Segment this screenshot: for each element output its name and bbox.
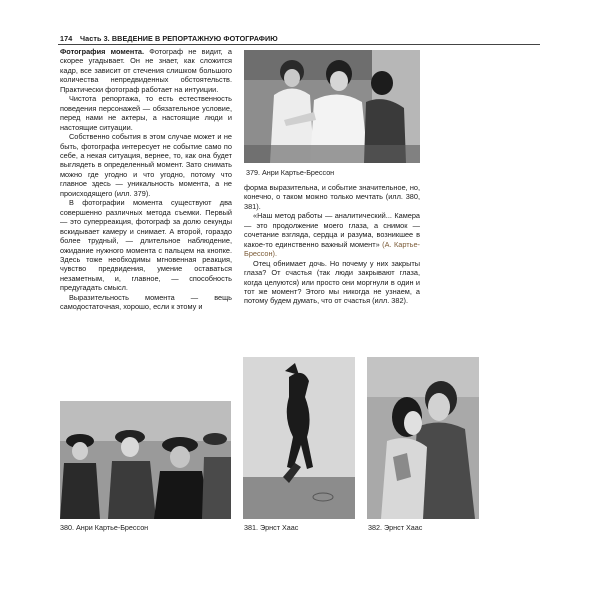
paragraph-event: Собственно события в этом случае может и не быть, фотографа интересует не событие само по себе, а некая ситуация, вернее, то, как она будет выглядеть в определенный момент. Зато снимать можно где угодно и что угодно, потому что главное здесь — уникальность момента, а не происходящего (илл. 379). xyxy=(60,132,232,198)
caption-382: 382. Эрнст Хаас xyxy=(368,523,423,532)
paragraph-moment: Фотография момента. Фотограф не видит, а скорее угадывает. Он не знает, как сложится кадр, все зависит от стечения слишком большого количества непредвиденных обстоятельств. Практически фотограф работает на интуиции. xyxy=(60,47,232,94)
paragraph-purity: Чистота репортажа, то есть естественность поведения персонажей — обязательное условие, перед нами не актеры, а настоящие люди и настоящие ситуации. xyxy=(60,94,232,132)
paragraph-expressiveness: Выразительность момента — вещь самодостаточная, хорошо, если к этому и xyxy=(60,292,232,312)
quote-attribution: (А. Картье-Брессон). xyxy=(244,239,420,259)
photo-381 xyxy=(243,357,355,519)
caption-380: 380. Анри Картье-Брессон xyxy=(60,523,149,532)
caption-379: 379. Анри Картье-Брессон xyxy=(246,168,335,177)
paragraph-lead: Фотография момента. xyxy=(60,47,145,56)
photo-380 xyxy=(60,401,231,519)
caption-381: 381. Эрнст Хаас xyxy=(244,523,299,532)
paragraph-methods: В фотографии момента существуют два совершенно различных метода съемки. Первый — это суперреакция, фотограф за долю секунды вскидывает камеру и снимает. А второй, гораздо более трудный, — длительное наблюдение, ожидание нужного момента с пальцем на кнопке. Здесь тоже необходимы мгновенная реакция, чувство предвидения, умение оставаться незаметным, и, главное, — способность предугадать смысл. xyxy=(60,198,232,293)
running-title: Часть 3. ВВЕДЕНИЕ В РЕПОРТАЖНУЮ ФОТОГРАФИЮ xyxy=(80,34,278,43)
page-number: 174 xyxy=(60,34,73,43)
header-rule xyxy=(58,44,540,45)
photo-379 xyxy=(244,50,420,163)
paragraph-father-daughter: Отец обнимает дочь. Но почему у них закрыты глаза? От счастья (так люди закрывают глаза, когда целуются) или просто они моргнули в один и тот же момент? Этого мы никогда не узнаем, а потому будем думать, что от счастья (илл. 382). xyxy=(244,258,420,306)
quote-text: «Наш метод работы — аналитический... Камера — это продолжение моего глаза, а снимок — сочетание взгляда, сердца и разума, возникшее в какое-то единственно важный момент» xyxy=(244,211,420,249)
page-header xyxy=(60,34,538,44)
paragraph-continuation: форма выразительна, и событие значительное, но, конечно, о таком можно только мечтать (илл. 380, 381). xyxy=(244,183,420,211)
right-text-column xyxy=(244,183,420,306)
left-text-column xyxy=(60,47,232,312)
photo-382 xyxy=(367,357,479,519)
quote-paragraph xyxy=(244,211,420,258)
